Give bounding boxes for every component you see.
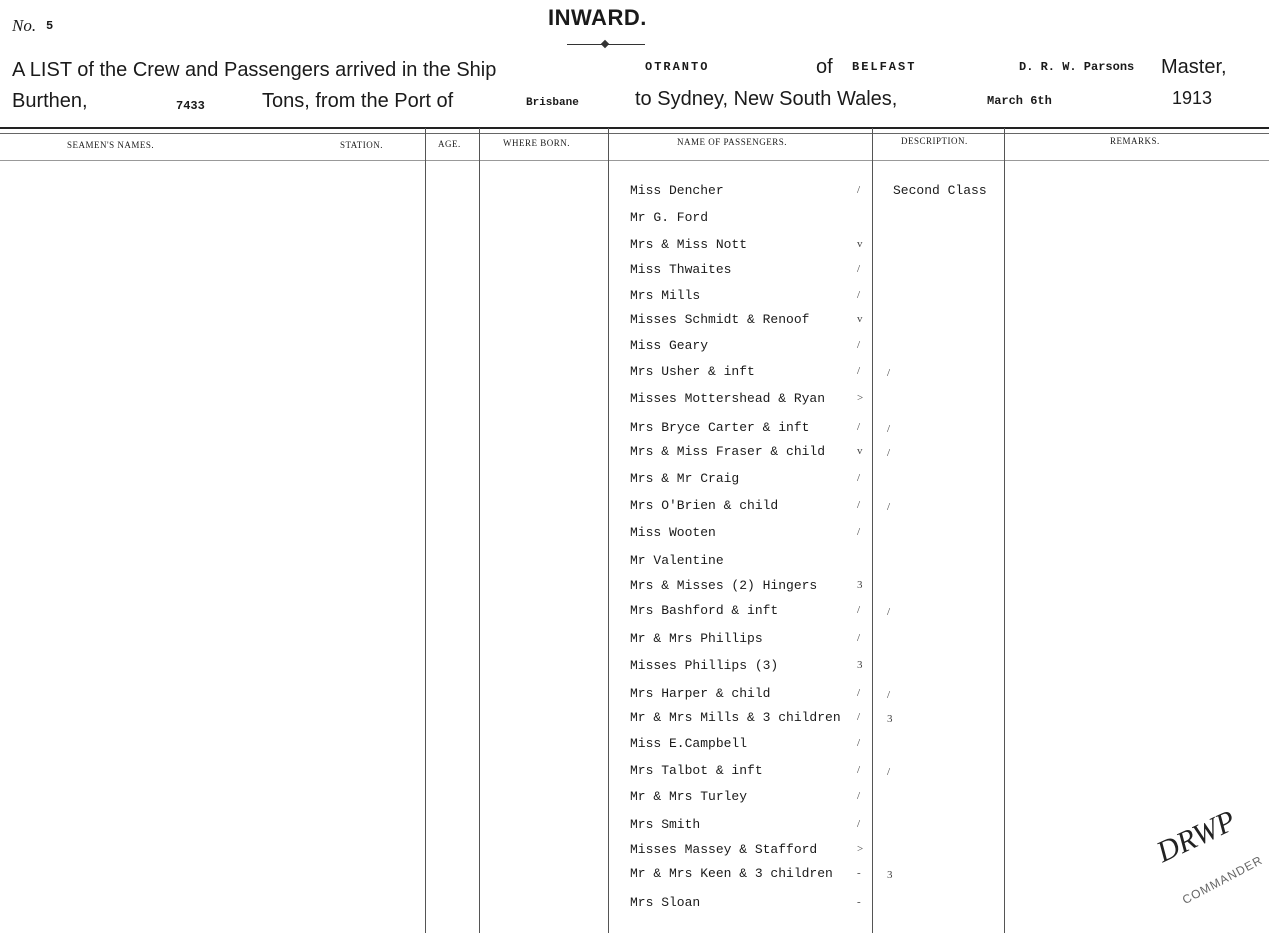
passenger-name: Mr & Mrs Phillips: [630, 631, 763, 646]
passenger-check-mark: 3: [857, 659, 863, 671]
passenger-name: Mrs Harper & child: [630, 686, 771, 701]
burthen-label: Burthen,: [12, 90, 88, 112]
number-value: 5: [46, 19, 54, 33]
passenger-check-mark: v: [857, 238, 863, 250]
passenger-check-mark: >: [857, 392, 864, 404]
passenger-name: Miss Wooten: [630, 525, 716, 540]
column-header-station: STATION.: [340, 140, 384, 150]
passenger-check-mark: /: [857, 365, 861, 377]
passenger-check-mark: /: [857, 526, 861, 538]
passenger-check-mark: -: [857, 896, 861, 908]
passenger-name: Mrs O'Brien & child: [630, 498, 779, 513]
column-header-description: DESCRIPTION.: [901, 136, 968, 146]
table-top-rule: [0, 127, 1269, 129]
tons-value: 7433: [176, 99, 205, 113]
commander-stamp: COMMANDER: [1179, 852, 1266, 908]
passenger-name: Miss Geary: [630, 338, 709, 353]
column-header-age: AGE.: [438, 139, 461, 149]
passenger-name: Misses Mottershead & Ryan: [630, 391, 826, 406]
passenger-name: Mr Valentine: [630, 553, 724, 568]
passenger-name: Mr & Mrs Keen & 3 children: [630, 866, 833, 881]
column-header-born: WHERE BORN.: [503, 138, 570, 148]
passenger-name: Mrs Mills: [630, 288, 701, 303]
of-label: of: [816, 56, 833, 78]
description-check-mark: 3: [887, 713, 893, 725]
column-header-seamen: SEAMEN'S NAMES.: [67, 140, 155, 150]
passenger-name: Misses Massey & Stafford: [630, 842, 818, 857]
column-header-remarks: REMARKS.: [1110, 136, 1160, 146]
passenger-name: Mrs Usher & inft: [630, 364, 755, 379]
passenger-check-mark: /: [857, 818, 861, 830]
column-divider-remarks: [1004, 128, 1005, 933]
passenger-name: Mrs Talbot & inft: [630, 763, 763, 778]
master-name: D. R. W. Parsons: [1019, 60, 1135, 74]
passenger-name: Miss E.Campbell: [630, 736, 748, 751]
passenger-description: Second Class: [893, 183, 987, 198]
arrival-date: March 6th: [987, 94, 1052, 108]
passenger-check-mark: v: [857, 313, 863, 325]
passenger-check-mark: v: [857, 445, 863, 457]
passenger-name: Mr & Mrs Mills & 3 children: [630, 710, 841, 725]
passenger-name: Mrs & Miss Fraser & child: [630, 444, 826, 459]
passenger-check-mark: 3: [857, 579, 863, 591]
column-divider-age: [425, 128, 426, 933]
passenger-check-mark: /: [857, 764, 861, 776]
column-divider-description: [872, 128, 873, 933]
list-heading: A LIST of the Crew and Passengers arrived in the Ship: [12, 59, 497, 81]
passenger-check-mark: /: [857, 421, 861, 433]
passenger-check-mark: /: [857, 499, 861, 511]
passenger-name: Mrs Bryce Carter & inft: [630, 420, 810, 435]
description-check-mark: /: [887, 367, 891, 379]
passenger-name: Mr & Mrs Turley: [630, 789, 748, 804]
description-check-mark: /: [887, 501, 891, 513]
description-check-mark: /: [887, 606, 891, 618]
table-top-rule-2: [0, 133, 1269, 134]
title-ornament: [601, 40, 609, 48]
passenger-name: Miss Thwaites: [630, 262, 732, 277]
description-check-mark: /: [887, 766, 891, 778]
passenger-check-mark: /: [857, 790, 861, 802]
passenger-name: Mrs & Mr Craig: [630, 471, 740, 486]
passenger-check-mark: /: [857, 289, 861, 301]
arrival-year: 1913: [1172, 88, 1213, 108]
passenger-check-mark: /: [857, 737, 861, 749]
passenger-check-mark: >: [857, 843, 864, 855]
passenger-check-mark: /: [857, 339, 861, 351]
description-check-mark: 3: [887, 869, 893, 881]
home-port: BELFAST: [852, 60, 917, 74]
number-label: No.: [12, 16, 37, 35]
description-check-mark: /: [887, 447, 891, 459]
passenger-name: Mrs Sloan: [630, 895, 701, 910]
passenger-check-mark: /: [857, 632, 861, 644]
commander-signature: DRWP: [1151, 804, 1241, 869]
passenger-name: Misses Schmidt & Renoof: [630, 312, 810, 327]
master-label: Master,: [1161, 56, 1227, 78]
destination-label: to Sydney, New South Wales,: [635, 88, 898, 110]
header-bottom-rule: [0, 160, 1269, 161]
column-divider-passengers: [608, 128, 609, 933]
description-check-mark: /: [887, 423, 891, 435]
passenger-check-mark: /: [857, 687, 861, 699]
passenger-check-mark: /: [857, 711, 861, 723]
passenger-check-mark: /: [857, 184, 861, 196]
from-port: Brisbane: [526, 97, 579, 109]
passenger-name: Mr G. Ford: [630, 210, 709, 225]
passenger-name: Misses Phillips (3): [630, 658, 779, 673]
passenger-name: Mrs & Miss Nott: [630, 237, 748, 252]
passenger-check-mark: -: [857, 867, 861, 879]
passenger-check-mark: /: [857, 604, 861, 616]
passenger-check-mark: /: [857, 472, 861, 484]
page-title: INWARD.: [548, 5, 647, 30]
column-header-passengers: NAME OF PASSENGERS.: [677, 137, 787, 147]
passenger-name: Mrs Smith: [630, 817, 701, 832]
column-divider-born: [479, 128, 480, 933]
tons-label: Tons, from the Port of: [262, 90, 454, 112]
passenger-name: Mrs Bashford & inft: [630, 603, 779, 618]
passenger-name: Miss Dencher: [630, 183, 724, 198]
description-check-mark: /: [887, 689, 891, 701]
passenger-name: Mrs & Misses (2) Hingers: [630, 578, 818, 593]
passenger-check-mark: /: [857, 263, 861, 275]
ship-name: OTRANTO: [645, 60, 710, 74]
